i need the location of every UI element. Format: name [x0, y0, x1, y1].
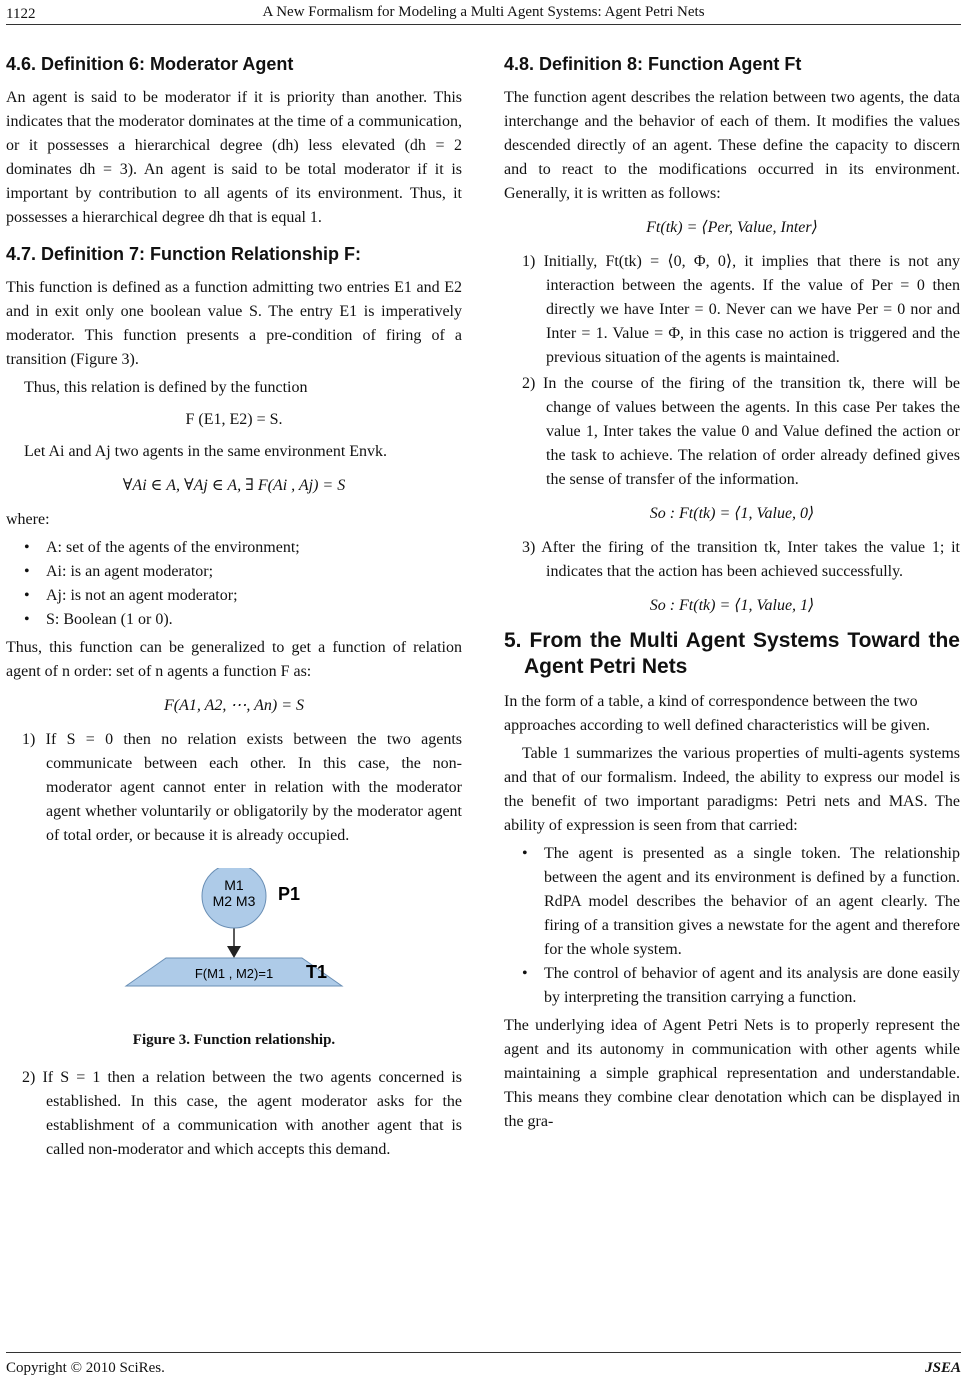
- function-agent-firing: 2) In the course of the firing of the transition tk, there will be change of values between the agents. In this case Per takes the value 1, Inter takes the value 0 and Value defined the action or the task to achieve. The relation of order already defined gives the sense of transfer of the information.: [522, 375, 960, 488]
- transition-function-text: F(M1 , M2)=1: [194, 966, 274, 981]
- section-4-8-heading: 4.8. Definition 8: Function Agent Ft: [504, 54, 802, 74]
- right-column: [504, 50, 960, 1138]
- place-token-line-2: M2 M3: [212, 893, 256, 909]
- case-s-equals-1: 2) If S = 1 then a relation between the two agents concerned is established. In this case, the agent moderator asks for the establishment of a communication with another agent that is called non-moderator and which accepts this demand.: [22, 1069, 462, 1158]
- page-header: [0, 0, 967, 24]
- equation-so-inter-0: So : Ft(tk) = ⟨1, Value, 0⟩: [649, 505, 815, 522]
- journal-abbreviation: JSEA: [925, 1360, 961, 1376]
- transition-label: T1: [306, 962, 328, 982]
- place-label: P1: [278, 884, 301, 904]
- where-item: • Aj: is not an agent moderator;: [46, 584, 462, 608]
- figure-3-diagram: [6, 868, 462, 1018]
- running-title: A New Formalism for Modeling a Multi Agent Systems: Agent Petri Nets: [262, 4, 705, 20]
- equation-so-inter-1: So : Ft(tk) = ⟨1, Value, 1⟩: [649, 597, 815, 614]
- bullet-item: • The agent is presented as a single token. The relationship between the agent and its environment is defined by a function. RdPA model describes the behavior of an agent clearly. The firing of a transition gives a newstate for the agent and therefore for the whole system.: [544, 842, 960, 962]
- left-column: [6, 50, 462, 1166]
- where-list: [6, 536, 462, 632]
- bullet-item: • The control of behavior of agent and its analysis are done easily by interpreting the transition carrying a function.: [544, 962, 960, 1010]
- section-5-heading: 5. From the Multi Agent Systems Toward the Agent Petri Nets: [504, 629, 960, 678]
- copyright-notice: Copyright © 2010 SciRes.: [6, 1360, 165, 1376]
- section-5-paragraph-3: The underlying idea of Agent Petri Nets is to properly represent the agent and its autonomy in communication with other agents while maintaining a simple graphical representation and understandable. This means they combine clear denotation which can be displayed in the gra-: [504, 1017, 960, 1130]
- case-s-equals-0: 1) If S = 0 then no relation exists between the two agents communicate between each other. In this case, the non-moderator agent cannot enter in relation with the moderator agent whether voluntarily or obligatorily by the moderator agent of total order, or because it is already occupied.: [22, 731, 462, 844]
- section-4-7-paragraph-3: Let Ai and Aj two agents in the same environment Envk.: [24, 443, 388, 460]
- page-number: 1122: [6, 6, 36, 22]
- equation-f-e1-e2: F (E1, E2) = S.: [185, 411, 283, 428]
- header-rule: [6, 24, 961, 25]
- section-4-6-paragraph: An agent is said to be moderator if it is priority than another. This indicates that the moderator dominates at the time of a communication, or it possesses a hierarchical degree (dh) less elevated (dh = 2 dominates dh = 3). An agent is said to be total moderator if it is important by contribution to all agents of its environment. Thus, it possesses a hierarchical degree dh that is equal 1.: [6, 89, 462, 226]
- section-5-paragraph-1: In the form of a table, a kind of correspondence between the two approaches according to well defined characteristics will be given.: [504, 693, 931, 734]
- section-4-7-paragraph-4: Thus, this function can be generalized to get a function of relation agent of n order: set of n agents a function F as:: [6, 639, 462, 680]
- equation-function-agent: Ft(tk) = ⟨Per, Value, Inter⟩: [646, 219, 818, 236]
- figure-3-caption: Figure 3. Function relationship.: [132, 1032, 336, 1048]
- place-token-line-1: M1: [224, 877, 244, 893]
- expression-bullet-list: [504, 842, 960, 1010]
- function-agent-after-firing: 3) After the firing of the transition tk, Inter takes the value 1; it indicates that the action has been achieved successfully.: [522, 539, 960, 580]
- equation-n-order: F(A1, A2, ⋯, An) = S: [164, 697, 304, 714]
- petri-net-diagram: [6, 868, 462, 1018]
- where-item: • Ai: is an agent moderator;: [46, 560, 462, 584]
- page-footer: [0, 1352, 967, 1382]
- section-4-6-heading: 4.6. Definition 6: Moderator Agent: [6, 54, 294, 74]
- section-4-7-paragraph-2: Thus, this relation is defined by the function: [24, 379, 308, 396]
- footer-rule: [6, 1352, 961, 1353]
- section-4-8-paragraph: The function agent describes the relation between two agents, the data interchange and the behavior of each of them. It modifies the values descended directly of an agent. These define the capacity to discern and to react to the modifications occurred in its environment. Generally, it is written as follows:: [504, 89, 960, 202]
- function-agent-initial: 1) Initially, Ft(tk) = ⟨0, Φ, 0⟩, it implies that there is not any interaction between the agents. If the value of Per = 0 then directly we have Inter = 0. Never can we have Per = 0 nor and Inter = 1. Value = Φ, in this case no action is triggered and the previous situation of the agents is maintained.: [522, 253, 960, 366]
- equation-forall-agents: ∀Ai ∈ A, ∀Aj ∈ A, ∃ F(Ai , Aj) = S: [122, 477, 346, 494]
- where-item: • S: Boolean (1 or 0).: [46, 608, 462, 632]
- where-label: where:: [6, 511, 50, 528]
- where-item: • A: set of the agents of the environment;: [46, 536, 462, 560]
- section-4-7-paragraph-1: This function is defined as a function admitting two entries E1 and E2 and in exit only one boolean value S. The entry E1 is imperatively moderator. This function presents a pre-condition of firing of a transition (Figure 3).: [6, 279, 462, 368]
- arc-arrowhead: [227, 946, 241, 958]
- section-5-paragraph-2: Table 1 summarizes the various properties of multi-agents systems and that of our formalism. Indeed, the ability to express our model is the benefit of two important paradigms: Petri nets and MAS. The ability of expression is seen from that carried:: [504, 745, 960, 834]
- section-4-7-heading: 4.7. Definition 7: Function Relationship F:: [6, 244, 361, 264]
